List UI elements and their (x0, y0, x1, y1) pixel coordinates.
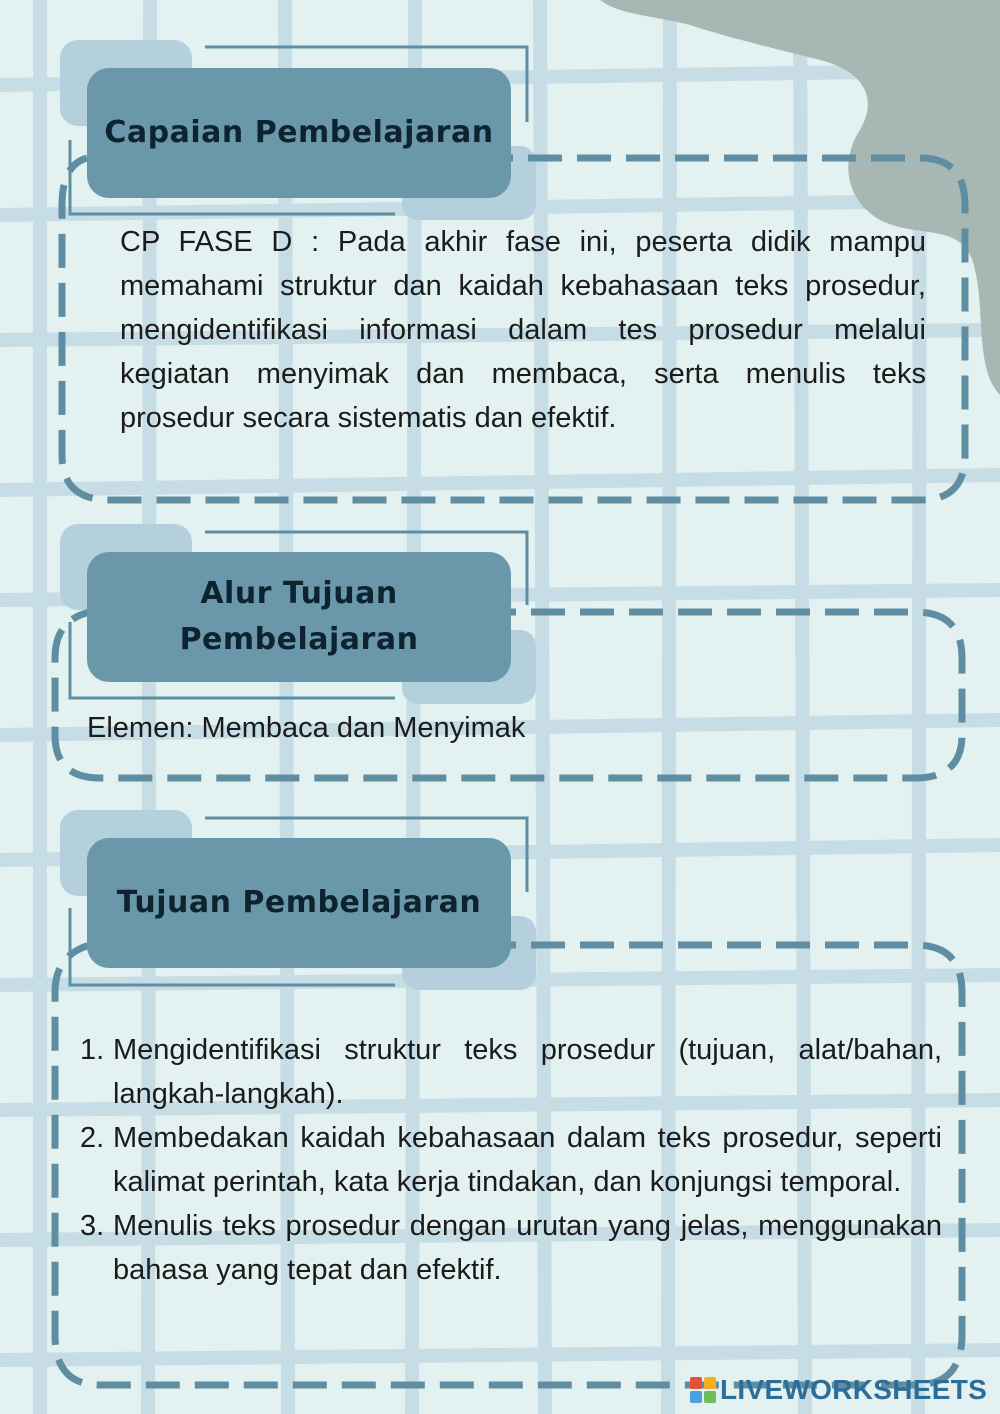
list-item-number: 1. (80, 1034, 105, 1066)
logo-square-2 (704, 1377, 716, 1389)
tujuan-title-box (87, 838, 511, 968)
alur-title-line1: Alur Tujuan (200, 575, 398, 611)
tujuan-title: Tujuan Pembelajaran (116, 884, 482, 920)
alur-text: Elemen: Membaca dan Menyimak (87, 712, 526, 744)
tujuan-list (80, 1028, 942, 1292)
logo-square-1 (690, 1377, 702, 1389)
capaian-text: CP FASE D : Pada akhir fase ini, peserta didik mampu memahami struktur dan kaidah kebahasaan teks prosedur, mengidentifikasi informasi dalam tes prosedur melalui kegiatan menyimak dan membaca, serta menulis teks prosedur secara sistematis dan efektif. (120, 226, 926, 434)
list-item (80, 1116, 942, 1204)
liveworksheets-logo-icon (690, 1377, 716, 1403)
liveworksheets-watermark (690, 1374, 987, 1406)
capaian-title-box (87, 68, 511, 198)
alur-title-line2: Pembelajaran (179, 622, 419, 657)
list-item-number: 2. (80, 1122, 105, 1154)
brand-name: LIVEWORKSHEETS (720, 1374, 988, 1405)
alur-title-box (87, 552, 511, 682)
list-item-text: Menulis teks prosedur dengan urutan yang jelas, menggunakan bahasa yang tepat dan efektif. (113, 1210, 942, 1286)
logo-square-3 (690, 1391, 702, 1403)
list-item-number: 3. (80, 1210, 105, 1242)
list-item-text: Membedakan kaidah kebahasaan dalam teks prosedur, seperti kalimat perintah, kata kerja tindakan, dan konjungsi temporal. (113, 1122, 942, 1198)
list-item (80, 1028, 942, 1116)
list-item-text: Mengidentifikasi struktur teks prosedur (tujuan, alat/bahan, langkah-langkah). (113, 1034, 942, 1110)
capaian-title: Capaian Pembelajaran (104, 114, 494, 150)
logo-square-4 (704, 1391, 716, 1403)
list-item (80, 1204, 942, 1292)
